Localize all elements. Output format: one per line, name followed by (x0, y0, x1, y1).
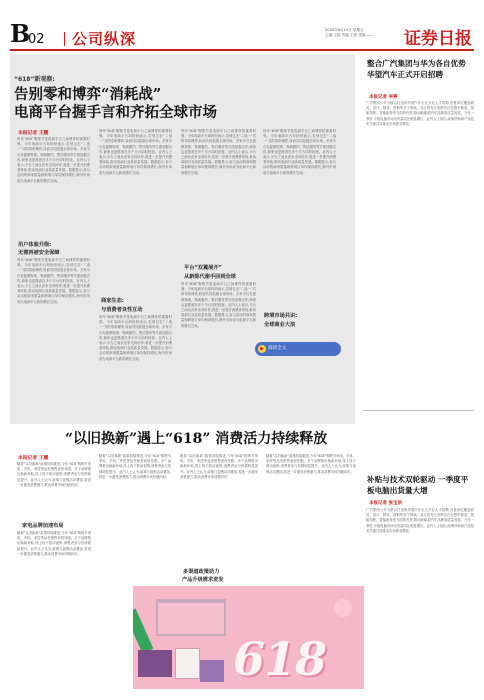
top-rule (10, 49, 474, 51)
right-top-byline: 本报记者 李婷 (369, 95, 398, 100)
article-body-column-6: 每年“618”购物节是电商平台之间博弈的重要时刻。今年电商平台却纷纷表示,告别过去“二选一”式的零和博弈,转而共同拓展全球市场。多家平台在促销规则、物流履约、售后服务等方面加强合作,商家也更愿意在多个平台同时经营。业内人士表示,平台之间从竞争走向协作,将进一步提升消费者体验,推动电商行业高质量发展。数据显示,参与活动的商家数量和跨境订单均保持增长,海外市场成为电商平台新的增长空间。 (181, 282, 256, 328)
second-article-headline: “以旧换新”遇上“618” 消费活力持续释放 (65, 431, 328, 447)
article-body-column-5: 每年“618”购物节是电商平台之间博弈的重要时刻。今年电商平台却纷纷表示,告别过去“二选一”式的零和博弈,转而共同拓展全球市场。多家平台在促销规则、物流履约、售后服务等方面加强合作,商家也更愿意在多个平台同时经营。业内人士表示,平台之间从竞争走向协作,将进一步提升消费者体验,推动电商行业高质量发展。数据显示,参与活动的商家数量和跨境订单均保持增长,海外市场成为电商平台新的增长空间。 (181, 129, 256, 175)
second-subhead-appliance: 家电品牌加速布局 (22, 523, 64, 529)
date-line: 2020年6月19日 星期五 (325, 28, 364, 32)
right-bottom-byline: 本报记者 张宝泉 (369, 501, 403, 506)
second-article-byline: 本报记者 王鹏 (18, 456, 49, 461)
subhead-merchant: 商家生态: (101, 298, 124, 304)
page-number: 02 (28, 32, 45, 47)
article-body-column-2: 每年“618”购物节是电商平台之间博弈的重要时刻。今年电商平台却纷纷表示,告别过去“二选一”式的零和博弈,转而共同拓展全球市场。多家平台在促销规则、物流履约、售后服务等方面加强合作,商家也更愿意在多个平台同时经营。业内人士表示,平台之间从竞争走向协作,将进一步提升消费者体验,推动电商行业高质量发展。数据显示,参与活动的商家数量和跨境订单均保持增长,海外市场成为电商平台新的增长空间。 (17, 258, 90, 304)
editor-line: 主编 王晗 责编 王晗 美编 —— (325, 33, 374, 37)
article-kicker: “618”新观察: (14, 76, 55, 83)
gift-bag-icon (175, 648, 200, 679)
second-subhead-policy: 多渠道政策助力 (183, 569, 220, 575)
subhead-platform: 平台“双翼展开” (184, 265, 222, 271)
second-article-column-2: 随着“以旧换新”政策持续推进,今年“618”购物节家电、手机、家居等品类销售表现亮眼。多个品牌推出换新补贴,线上线下联动促销,消费者参与热情明显提升。业内人士认为,政策与促销活动叠加,将进一步激发消费潜力,推动消费市场回暖向好。 (17, 531, 91, 556)
article-body-column-7: 每年“618”购物节是电商平台之间博弈的重要时刻。今年电商平台却纷纷表示,告别过去“二选一”式的零和博弈,转而共同拓展全球市场。多家平台在促销规则、物流履约、售后服务等方面加强合作,商家也更愿意在多个平台同时经营。业内人士表示,平台之间从竞争走向协作,将进一步提升消费者体验,推动电商行业高质量发展。数据显示,参与活动的商家数量和跨境订单均保持增长,海外市场成为电商平台新的增长空间。 (263, 129, 336, 175)
gift-box-icon (200, 660, 224, 682)
second-subhead-upgrade: 产品升级需求迸发 (182, 577, 224, 583)
decorative-bubble-icon (334, 599, 352, 617)
read-more-badge[interactable] (255, 342, 341, 356)
right-top-body: 广汽集团与华为联合打造的华望汽车正式开启人才招聘,首批岗位覆盖研发、设计、制造、营销等多个领域。双方将充分发挥各自在整车制造、智能驾驶、智能座舱等方面的优势,推动新能源汽车品牌高质量发展。今年一季度,平板电脑市场出货量同比明显增长。业内人士指出,政策补贴和产品技术升级共同推动市场需求释放。 (366, 101, 474, 126)
page-letter: B (10, 19, 31, 48)
article-byline: 本报记者 王鹏 (18, 131, 49, 136)
right-top-title: 整合广汽集团与华为各自优势 华望汽车正式开启招聘 (367, 59, 466, 79)
festival-number: 618 (233, 632, 327, 686)
play-icon: ▶ (258, 345, 266, 353)
newspaper-logo[interactable]: 证券日报 (404, 29, 472, 49)
second-article-column-1: 随着“以旧换新”政策持续推进,今年“618”购物节家电、手机、家居等品类销售表现亮眼。多个品牌推出换新补贴,线上线下联动促销,消费者参与热情明显提升。业内人士认为,政策与促销活动叠加,将进一步激发消费潜力,推动消费市场回暖向好。 (17, 462, 91, 487)
article-body-column-3: 每年“618”购物节是电商平台之间博弈的重要时刻。今年电商平台却纷纷表示,告别过去“二选一”式的零和博弈,转而共同拓展全球市场。多家平台在促销规则、物流履约、售后服务等方面加强合作,商家也更愿意在多个平台同时经营。业内人士表示,平台之间从竞争走向协作,将进一步提升消费者体验,推动电商行业高质量发展。数据显示,参与活动的商家数量和跨境订单均保持增长,海外市场成为电商平台新的增长空间。 (99, 129, 172, 175)
headline-line-1: 告别零和博弈“消耗战” (14, 86, 162, 103)
masthead (0, 0, 484, 49)
second-article-column-5: 随着“以旧换新”政策持续推进,今年“618”购物节家电、手机、家居等品类销售表现亮眼。多个品牌推出换新补贴,线上线下联动促销,消费者参与热情明显提升。业内人士认为,政策与促销活动叠加,将进一步激发消费潜力,推动消费市场回暖向好。 (266, 454, 356, 474)
right-bottom-title: 补贴与技术双轮驱动 一季度平板电脑出货量大增 (367, 475, 469, 495)
article-body-column-4: 每年“618”购物节是电商平台之间博弈的重要时刻。今年电商平台却纷纷表示,告别过去“二选一”式的零和博弈,转而共同拓展全球市场。多家平台在促销规则、物流履约、售后服务等方面加强合作,商家也更愿意在多个平台同时经营。业内人士表示,平台之间从竞争走向协作,将进一步提升消费者体验,推动电商行业高质量发展。数据显示,参与活动的商家数量和跨境订单均保持增长,海外市场成为电商平台新的增长空间。 (99, 315, 172, 361)
section-title: 公司纵深 (72, 30, 137, 48)
subhead-business-wave: 全球商业大浪 (264, 322, 296, 328)
badge-label: 阅读全文 (268, 346, 287, 351)
subhead-cross-border: 跨境市场共识: (264, 313, 298, 319)
article-body-column-1: 每年“618”购物节是电商平台之间博弈的重要时刻。今年电商平台却纷纷表示,告别过去“二选一”式的零和博弈,转而共同拓展全球市场。多家平台在促销规则、物流履约、售后服务等方面加强合作,商家也更愿意在多个平台同时经营。业内人士表示,平台之间从竞争走向协作,将进一步提升消费者体验,推动电商行业高质量发展。数据显示,参与活动的商家数量和跨境订单均保持增长,海外市场成为电商平台新的增长空间。 (17, 137, 90, 183)
subhead-safety: 无需再被安全保障 (18, 250, 60, 256)
masthead-divider (64, 32, 65, 46)
right-column-divider (363, 410, 474, 411)
subhead-global: 从新陈代谢手回到全球 (184, 274, 236, 280)
right-bottom-body: 广汽集团与华为联合打造的华望汽车正式开启人才招聘,首批岗位覆盖研发、设计、制造、营销等多个领域。双方将充分发挥各自在整车制造、智能驾驶、智能座舱等方面的优势,推动新能源汽车品牌高质量发展。今年一季度,平板电脑市场出货量同比明显增长。业内人士指出,政策补贴和产品技术升级共同推动市场需求释放。 (366, 508, 474, 533)
headline-line-2: 电商平台握手言和齐拓全球市场 (14, 104, 217, 121)
gift-box-icon (138, 650, 172, 677)
shopping-cart-icon (156, 599, 226, 636)
article-headline (14, 86, 217, 122)
shopping-festival-image (133, 586, 364, 689)
subhead-user-experience: 用户体验升级: (18, 242, 52, 248)
subhead-consumer: 与消费者良性互动 (101, 307, 143, 313)
second-article-column-4: 随着“以旧换新”政策持续推进,今年“618”购物节家电、手机、家居等品类销售表现亮眼。多个品牌推出换新补贴,线上线下联动促销,消费者参与热情明显提升。业内人士认为,政策与促销活动叠加,将进一步激发消费潜力,推动消费市场回暖向好。 (180, 454, 258, 479)
second-article-column-3: 随着“以旧换新”政策持续推进,今年“618”购物节家电、手机、家居等品类销售表现亮眼。多个品牌推出换新补贴,线上线下联动促销,消费者参与热情明显提升。业内人士认为,政策与促销活动叠加,将进一步激发消费潜力,推动消费市场回暖向好。 (99, 454, 171, 479)
plant-leaf-icon (133, 608, 153, 653)
